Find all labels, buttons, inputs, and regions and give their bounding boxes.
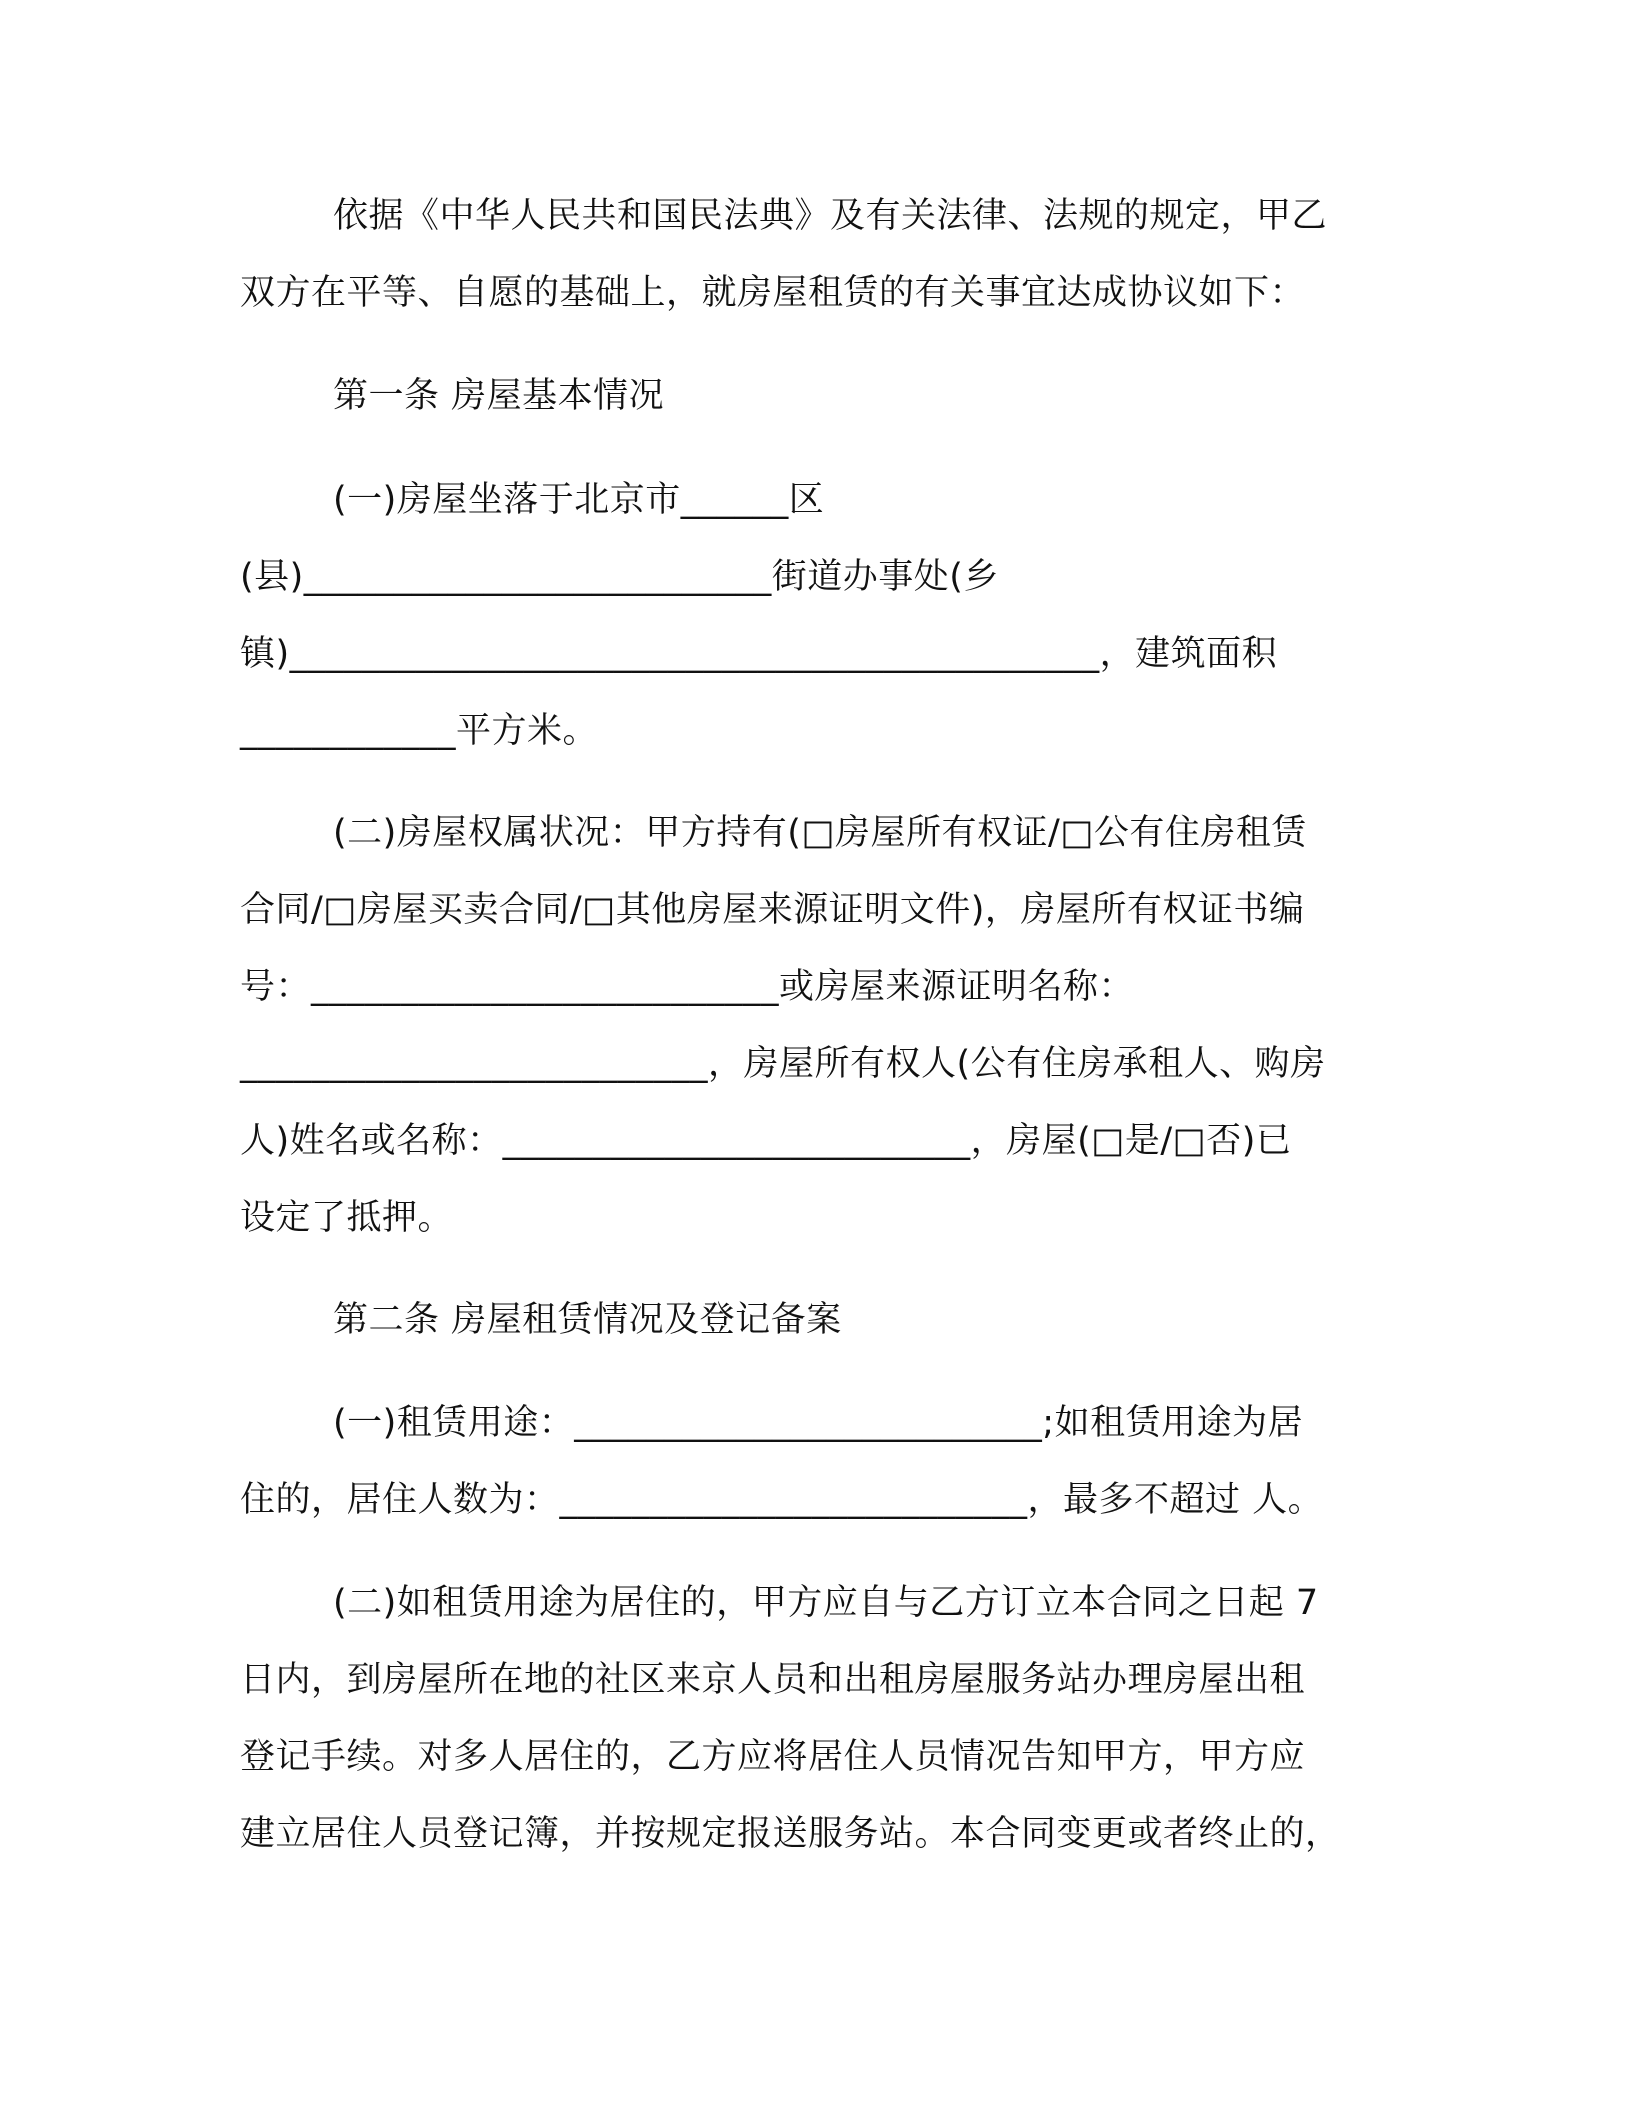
text-line: (一)租赁用途：__________________________;如租赁用途为居 — [333, 1403, 1304, 1443]
section-heading: 第一条 房屋基本情况 — [333, 376, 665, 416]
text-line: 人)姓名或名称：__________________________，房屋(□是/□否)已 — [240, 1121, 1292, 1161]
text-line: (二)房屋权属状况：甲方持有(□房屋所有权证/□公有住房租赁 — [333, 813, 1307, 853]
text-line: 合同/□房屋买卖合同/□其他房屋来源证明文件)，房屋所有权证书编 — [240, 890, 1305, 930]
text-line: (二)如租赁用途为居住的，甲方应自与乙方订立本合同之日起 7 — [333, 1583, 1319, 1623]
text-line: 依据《中华人民共和国民法典》及有关法律、法规的规定，甲乙 — [333, 196, 1328, 236]
text-line: 登记手续。对多人居住的，乙方应将居住人员情况告知甲方，甲方应 — [240, 1737, 1306, 1777]
section-heading: 第二条 房屋租赁情况及登记备案 — [333, 1300, 842, 1340]
text-line: 日内，到房屋所在地的社区来京人员和出租房屋服务站办理房屋出租 — [240, 1660, 1306, 1700]
text-line: 设定了抵押。 — [240, 1198, 454, 1238]
text-line: 号：__________________________或房屋来源证明名称： — [240, 967, 1135, 1007]
text-line: 住的，居住人数为：__________________________，最多不超过 人。 — [240, 1480, 1324, 1520]
text-line: __________________________，房屋所有权人(公有住房承租人、购房 — [240, 1044, 1326, 1084]
text-line: (一)房屋坐落于北京市______区 — [333, 480, 825, 520]
text-line: (县)__________________________街道办事处(乡 — [240, 557, 999, 597]
text-line: ____________平方米。 — [240, 711, 599, 751]
text-line: 双方在平等、自愿的基础上，就房屋租赁的有关事宜达成协议如下： — [240, 273, 1306, 313]
text-line: 镇)_____________________________________________，建筑面积 — [240, 634, 1278, 674]
text-line: 建立居住人员登记簿，并按规定报送服务站。本合同变更或者终止的， — [240, 1814, 1341, 1854]
